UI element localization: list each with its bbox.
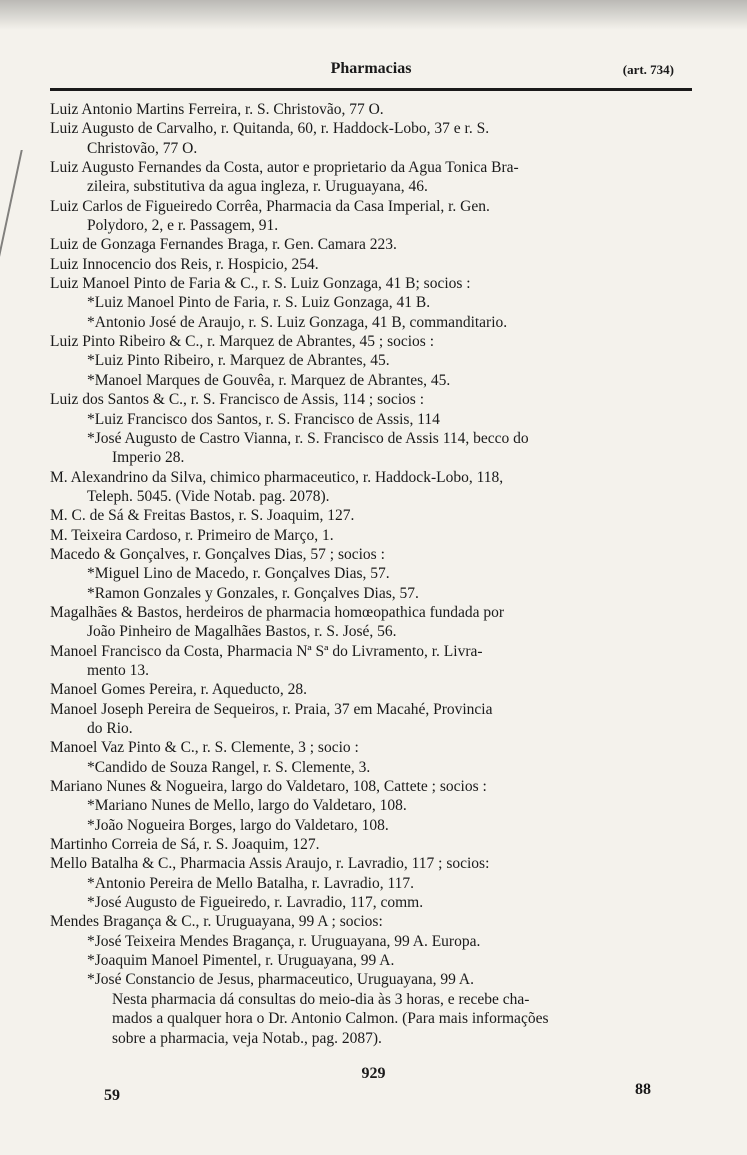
entry-continuation-line: *Mariano Nunes de Mello, largo do Valdetaro, 108. [87,797,407,815]
scan-edge-noise [0,0,747,30]
page-footer [0,1065,747,1115]
entry-continuation-line: *Ramon Gonzales y Gonzales, r. Gonçalves Dias, 57. [87,584,419,602]
entry-line: Luiz dos Santos & C., r. S. Francisco de Assis, 114 ; socios : [50,391,425,409]
entry-line: Macedo & Gonçalves, r. Gonçalves Dias, 57 ; socios : [50,545,385,563]
page-header [50,60,692,91]
entry-continuation-line: Christovão, 77 O. [87,139,198,157]
entry-continuation-line: *Manoel Marques de Gouvêa, r. Marquez de Abrantes, 45. [87,371,451,389]
entry-continuation-line: Polydoro, 2, e r. Passagem, 91. [87,217,279,235]
entry-continuation-line: *João Nogueira Borges, largo do Valdetaro, 108. [87,816,389,834]
entry-continuation-line: Teleph. 5045. (Vide Notab. pag. 2078). [87,487,330,505]
entry-line: Luiz Augusto de Carvalho, r. Quitanda, 60, r. Haddock-Lobo, 37 e r. S. [50,120,490,138]
entry-line: Luiz de Gonzaga Fernandes Braga, r. Gen. Camara 223. [50,236,397,254]
entry-line: Luiz Antonio Martins Ferreira, r. S. Christovão, 77 O. [50,101,384,118]
entry-line: Luiz Augusto Fernandes da Costa, autor e proprietario da Agua Tonica Bra- [50,159,519,177]
page-number-center: 929 [361,1065,386,1082]
entry-continuation-line: *José Augusto de Castro Vianna, r. S. Francisco de Assis 114, becco do [87,429,529,447]
entry-line: Luiz Carlos de Figueiredo Corrêa, Pharmacia da Casa Imperial, r. Gen. [50,197,490,215]
entry-line: Luiz Manoel Pinto de Faria & C., r. S. Luiz Gonzaga, 41 B; socios : [50,275,471,293]
entry-line: Martinho Correia de Sá, r. S. Joaquim, 127. [50,836,320,854]
entry-continuation-line: *Candido de Souza Rangel, r. S. Clemente, 3. [87,758,371,776]
entry-continuation-line: Nesta pharmacia dá consultas do meio-dia às 3 horas, e recebe cha- [112,990,530,1008]
entry-continuation-line: *José Constancio de Jesus, pharmaceutico, Uruguayana, 99 A. [87,971,474,989]
entry-line: Mello Batalha & C., Pharmacia Assis Araujo, r. Lavradio, 117 ; socios: [50,855,490,873]
article-reference: (art. 734) [622,62,674,77]
section-title: Pharmacias [330,60,412,77]
entry-line: Luiz Pinto Ribeiro & C., r. Marquez de Abrantes, 45 ; socios : [50,333,435,351]
entry-continuation-line: do Rio. [87,720,133,737]
entry-line: Mariano Nunes & Nogueira, largo do Valdetaro, 108, Cattete ; socios : [50,778,487,796]
entry-line: M. Alexandrino da Silva, chimico pharmaceutico, r. Haddock-Lobo, 118, [50,468,504,486]
entry-continuation-line: *José Augusto de Figueiredo, r. Lavradio, 117, comm. [87,894,424,912]
entry-continuation-line: João Pinheiro de Magalhães Bastos, r. S. José, 56. [87,623,397,641]
entry-line: Manoel Joseph Pereira de Sequeiros, r. Praia, 37 em Macahé, Provincia [50,700,493,718]
entry-continuation-line: *Antonio Pereira de Mello Batalha, r. Lavradio, 117. [87,874,414,892]
entry-continuation-line: sobre a pharmacia, veja Notab., pag. 2087). [112,1029,382,1047]
entry-continuation-line: *Luiz Manoel Pinto de Faria, r. S. Luiz Gonzaga, 41 B. [87,294,431,312]
entry-continuation-line: *Miguel Lino de Macedo, r. Gonçalves Dias, 57. [87,565,390,583]
entry-line: Manoel Gomes Pereira, r. Aqueducto, 28. [50,681,307,699]
entry-continuation-line: *Antonio José de Araujo, r. S. Luiz Gonzaga, 41 B, commanditario. [87,313,508,331]
entry-continuation-line: zileira, substitutiva da agua ingleza, r. Uruguayana, 46. [87,178,428,196]
entry-line: Manoel Francisco da Costa, Pharmacia Nª Sª do Livramento, r. Livra- [50,642,483,660]
page-number-right: 88 [635,1081,651,1098]
entry-line: Manoel Vaz Pinto & C., r. S. Clemente, 3 ; socio : [50,739,359,757]
entry-line: M. Teixeira Cardoso, r. Primeiro de Março, 1. [50,526,334,544]
entry-continuation-line: mados a qualquer hora o Dr. Antonio Calmon. (Para mais informações [112,1010,549,1028]
entry-line: Mendes Bragança & C., r. Uruguayana, 99 A ; socios: [50,913,383,931]
entry-line: Magalhães & Bastos, herdeiros de pharmacia homœopathica fundada por [50,603,505,621]
entry-continuation-line: *Joaquim Manoel Pimentel, r. Uruguayana, 99 A. [87,952,395,970]
entry-continuation-line: mento 13. [87,661,149,679]
entry-continuation-line: Imperio 28. [112,449,185,467]
margin-pencil-mark [0,150,53,270]
entry-continuation-line: *Luiz Pinto Ribeiro, r. Marquez de Abrantes, 45. [87,352,390,370]
entry-line: Luiz Innocencio dos Reis, r. Hospicio, 254. [50,255,319,273]
entry-line: M. C. de Sá & Freitas Bastos, r. S. Joaquim, 127. [50,507,355,525]
directory-entries [50,100,700,1048]
page-number-left: 59 [104,1087,120,1104]
entry-continuation-line: *José Teixeira Mendes Bragança, r. Uruguayana, 99 A. Europa. [87,932,481,950]
entry-continuation-line: *Luiz Francisco dos Santos, r. S. Francisco de Assis, 114 [87,410,440,428]
